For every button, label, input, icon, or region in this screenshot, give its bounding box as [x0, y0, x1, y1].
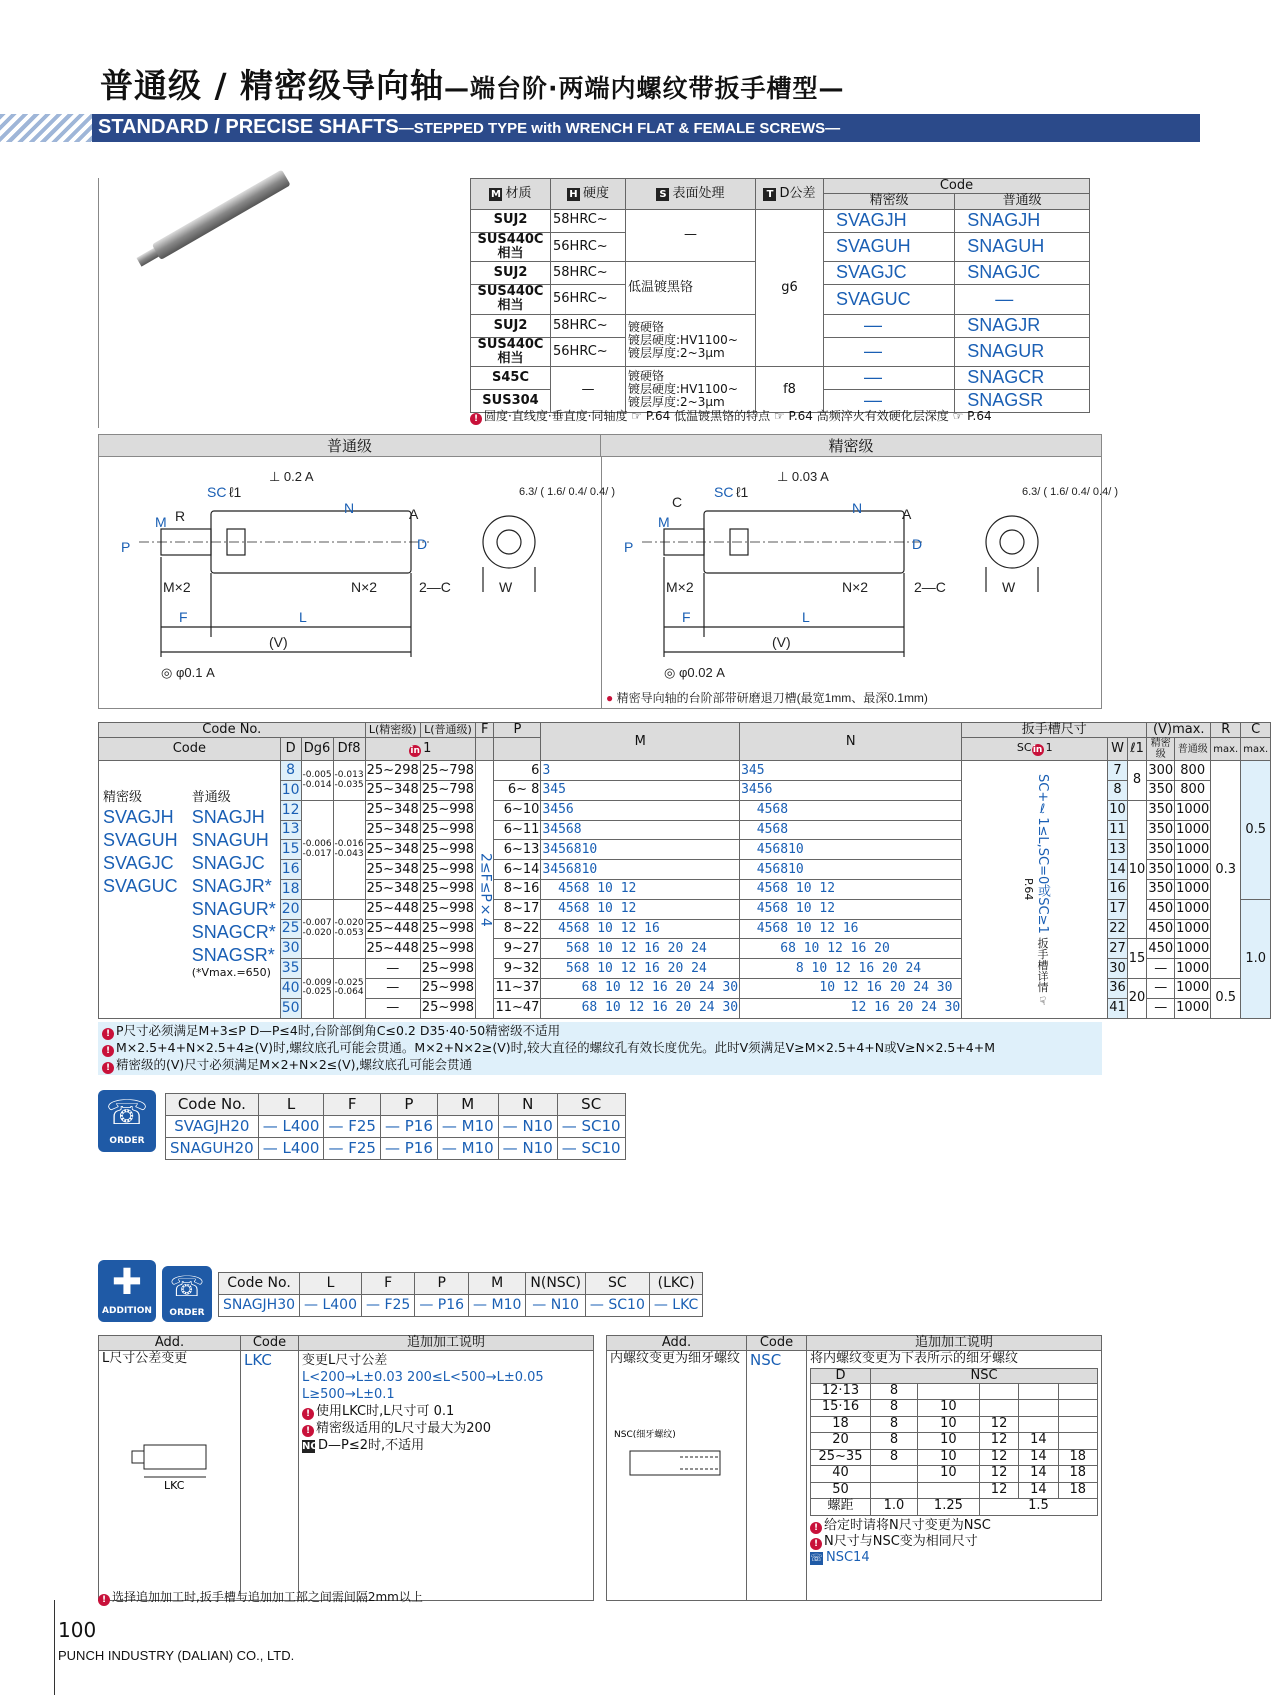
- cell-df8: -0.025 -0.064: [333, 959, 365, 1018]
- dimension-table: Code No. L(精密级) L(普通级) F P M N 扳手槽尺寸 (V)max. R C Code D Dg6 Df8 in 1 SCin 1 W ℓ1 精密级 普通级 max. max. 精密级 SVAGJH SVAGUH SVAGJC SVAGUC 普通级 SNAGJH SNAGUH SNAGJC SNAGJR* SNAGUR* SNAGCR* SNAGSR* (*Vmax.=650) 8 -0.005 -0.014 -0.013 -0.035 25~298 25~798 2≤F≤P×4 6 3 345 SC+ℓ1≤L,SC=0或SC≥1 扳手槽详情 ☞ P.64 7 8 300 800 0.3 0.5 10 25~348 25~798 6~ 8 345 3456 8 350 800 12 -0.006 -0.017 -0.016 -0.043 25~348 25~998 6~10 3456 4568 10 10 350 1000 13 25~348 25~998 6~11 34568 4568 11 350 1000 15 25~348 25~998 6~13 3456810 456810 13 350 1000 16 25~348 25~998 6~14 3456810 456810 14 350 1000 18 25~348 25~998 8~16 4568 10 12 4568 10 12 16 350 1000 20 -0.007 -0.020 -0.020 -0.053 25~448 25~998 8~17 4568 10 12 4568 10 12 17 450 1000 1.0 25 25~448 25~998 8~22 4568 10 12 16 4568 10 12 16 22 450 1000 30 25~448 25~998 9~27 568 10 12 16 20 24 68 10 12 16 20 27 15 450 1000 35 -0.009 -0.025 -0.025 -0.064 — 25~998 9~32 568 10 12 16 20 24 8 10 12 16 20 24 30 — 1000 40 — 25~998 11~37 68 10 12 16 20 24 30 10 12 16 20 24 30 36 20 — 1000 0.5 50 — 25~998 11~47 68 10 12 16 20 24 30 12 16 20 24 30 41 — 1000: [98, 722, 1271, 1019]
- svg-text:ℓ1: ℓ1: [736, 484, 749, 500]
- addition-cell[interactable]: SNAGJH30: [219, 1295, 300, 1317]
- drawing-area: [98, 434, 1118, 709]
- cell-p: 9~27: [494, 939, 541, 959]
- cell-l-precise: 25~448: [365, 919, 420, 939]
- order-icon-2: ☏ ORDER: [162, 1266, 212, 1322]
- cell-l-precise: 25~298: [365, 761, 420, 781]
- code-item[interactable]: SNAGJR*: [191, 875, 272, 896]
- addition-header: F: [362, 1273, 415, 1295]
- lkc-table: Add. Code 追加加工说明 L尺寸公差变更 LKC LKC 变更L尺寸公差 L<200→L±0.03 200≤L<500→L±0.05 L≥500→L±0.1 ! 使用LKC时,L尺寸可 0.1 ! 精密级适用的L尺寸最大为200 NOD—P≤2时,不适用: [98, 1335, 594, 1601]
- addition-header: N(NSC): [526, 1273, 586, 1295]
- cell-p: 11~47: [494, 998, 541, 1018]
- cell-v-standard: 1000: [1175, 899, 1211, 919]
- cell-n: 3456: [740, 781, 962, 801]
- cell-dg6: -0.009 -0.025: [301, 959, 333, 1018]
- cell-v-precise: 350: [1147, 840, 1175, 860]
- order-example-table: [165, 1093, 626, 1160]
- cell-v-precise: 350: [1147, 880, 1175, 900]
- cell-n: 456810: [740, 860, 962, 880]
- order-header: SC: [557, 1094, 625, 1116]
- cell-p: 8~16: [494, 880, 541, 900]
- addition-header: L: [300, 1273, 362, 1295]
- cell-w: 17: [1108, 899, 1128, 919]
- order-cell[interactable]: SNAGUH20: [166, 1138, 259, 1160]
- addition-header: SC: [585, 1273, 649, 1295]
- cell-v-standard: 1000: [1175, 860, 1211, 880]
- code-item[interactable]: SNAGCR*: [191, 921, 276, 942]
- svg-text:L: L: [802, 609, 810, 625]
- cell-n: 12 16 20 24 30: [740, 998, 962, 1018]
- sc-range: SC+ℓ1≤L,SC=0或SC≥1 扳手槽详情 ☞ P.64: [962, 761, 1108, 1018]
- cell-dg6: -0.005 -0.014: [301, 761, 333, 801]
- cell-p: 6: [494, 761, 541, 781]
- cell-d: 25: [280, 919, 301, 939]
- cell-p: 6~10: [494, 800, 541, 820]
- f-range: 2≤F≤P×4: [476, 761, 494, 1018]
- cell-p: 6~13: [494, 840, 541, 860]
- cell-n: 4568: [740, 820, 962, 840]
- cell-w: 41: [1108, 998, 1128, 1018]
- cell-d: 30: [280, 939, 301, 959]
- svg-text:N: N: [852, 500, 863, 516]
- nsc-pitch-row: 螺距 1.0 1.25 1.5: [811, 1499, 1098, 1516]
- order-cell[interactable]: — N10: [498, 1116, 557, 1138]
- cell-l-standard: 25~998: [420, 800, 475, 820]
- cell-d: 12: [280, 800, 301, 820]
- shaft-illustration: [111, 178, 311, 268]
- addition-example-table: [218, 1272, 703, 1317]
- code-item[interactable]: SNAGUR*: [191, 898, 276, 919]
- cell-d: 40: [280, 979, 301, 999]
- nsc-row: 25~35 8 10 12 14 18: [811, 1449, 1098, 1466]
- cell-l-precise: —: [365, 998, 420, 1018]
- cell-v-standard: 1000: [1175, 959, 1211, 979]
- cell-dg6: -0.006 -0.017: [301, 800, 333, 899]
- order-cell[interactable]: — N10: [498, 1138, 557, 1160]
- order-cell[interactable]: — F25: [324, 1116, 380, 1138]
- addition-header: Code No.: [219, 1273, 300, 1295]
- order-header: N: [498, 1094, 557, 1116]
- code-item[interactable]: SVAGUC: [103, 875, 178, 896]
- cell-v-precise: 450: [1147, 899, 1175, 919]
- cell-l-standard: 25~998: [420, 939, 475, 959]
- cell-p: 6~11: [494, 820, 541, 840]
- svg-text:6.3/ ( 1.6/ 0.4/ 0.4/ ): 6.3/ ( 1.6/ 0.4/ 0.4/ ): [1022, 486, 1118, 498]
- cell-d: 16: [280, 860, 301, 880]
- addition-footer-note: ! 选择追加加工时,扳手槽与追加加工部之间需间隔2mm以上: [98, 1588, 423, 1606]
- cell-d: 18: [280, 880, 301, 900]
- order-cell[interactable]: — P16: [380, 1116, 437, 1138]
- cell-v-precise: 350: [1147, 800, 1175, 820]
- cell-w: 7: [1108, 761, 1128, 781]
- svg-text:(V): (V): [772, 634, 791, 650]
- svg-text:(V): (V): [269, 634, 288, 650]
- cell-w: 8: [1108, 781, 1128, 801]
- cell-l-standard: 25~998: [420, 840, 475, 860]
- cell-n: 10 12 16 20 24 30: [740, 979, 962, 999]
- cell-v-standard: 1000: [1175, 939, 1211, 959]
- svg-text:L: L: [299, 609, 307, 625]
- order-header: P: [380, 1094, 437, 1116]
- cell-l-standard: 25~998: [420, 899, 475, 919]
- cell-m: 68 10 12 16 20 24 30: [541, 979, 740, 999]
- svg-text:M: M: [155, 514, 167, 530]
- cell-l-standard: 25~998: [420, 919, 475, 939]
- cell-d: 8: [280, 761, 301, 781]
- code-item[interactable]: SNAGUH: [191, 829, 269, 850]
- lkc-figure: [102, 1437, 222, 1507]
- cell-p: 8~17: [494, 899, 541, 919]
- svg-text:C: C: [672, 494, 683, 510]
- cell-v-standard: 1000: [1175, 998, 1211, 1018]
- cell-c: 0.5: [1241, 761, 1271, 900]
- cell-m: 3: [541, 761, 740, 781]
- nsc-row: 40 10 12 14 18: [811, 1466, 1098, 1483]
- addition-header: P: [415, 1273, 469, 1295]
- cell-l-standard: 25~998: [420, 979, 475, 999]
- cell-m: 68 10 12 16 20 24 30: [541, 998, 740, 1018]
- company-name: PUNCH INDUSTRY (DALIAN) CO., LTD.: [58, 1648, 295, 1663]
- cell-m: 3456810: [541, 840, 740, 860]
- order-cell[interactable]: — SC10: [557, 1116, 625, 1138]
- cell-df8: -0.020 -0.053: [333, 899, 365, 958]
- svg-text:F: F: [682, 609, 691, 625]
- addition-cell[interactable]: — L400: [300, 1295, 362, 1317]
- addition-cell[interactable]: — F25: [362, 1295, 415, 1317]
- svg-text:M×2: M×2: [163, 579, 191, 595]
- spec-table: M 材质 H 硬度 S 表面处理 T D公差 Code 精密级 普通级 SUJ2 58HRC~ — g6 SVAGJH SNAGJH SUS440C相当 56HRC~ SVAGUH SNAGUH SUJ2 58HRC~ 低温镀黑铬 SVAGJC SNAGJC SUS440C相当 56HRC~ SVAGUC — SUJ2 58HRC~ 镀硬铬 镀层硬度:HV1100~ 镀层厚度:2~3μm — SNAGJR SUS440C相当 56HRC~ — SNAGUR S45C — 镀硬铬 镀层硬度:HV1100~ 镀层厚度:2~3μm f8 — SNAGCR SUS304 — SNAGSR: [470, 178, 1090, 413]
- code-item[interactable]: SNAGJH: [191, 806, 265, 827]
- svg-text:NSC(细牙螺纹): NSC(细牙螺纹): [614, 1429, 676, 1440]
- svg-text:D: D: [417, 536, 428, 552]
- cell-n: 68 10 12 16 20: [740, 939, 962, 959]
- precise-drawing-title: 精密级: [601, 435, 1101, 457]
- svg-text:P: P: [624, 539, 634, 555]
- cell-n: 456810: [740, 840, 962, 860]
- cell-p: 9~32: [494, 959, 541, 979]
- cell-d: 13: [280, 820, 301, 840]
- cell-l-precise: —: [365, 959, 420, 979]
- cell-r: 0.3: [1211, 761, 1241, 979]
- svg-text:2—C: 2—C: [419, 579, 451, 595]
- order-cell[interactable]: SVAGJH20: [166, 1116, 259, 1138]
- cell-v-precise: 350: [1147, 860, 1175, 880]
- cell-l-precise: 25~348: [365, 840, 420, 860]
- cell-m: 34568: [541, 820, 740, 840]
- product-image-box: [98, 178, 468, 428]
- svg-text:LKC: LKC: [164, 1478, 185, 1492]
- spec-notes: ! 圆度·直线度·垂直度·同轴度 ☞ P.64 低温镀黑铬的特点 ☞ P.64 高频淬火有效硬化层深度 ☞ P.64: [470, 407, 992, 425]
- addition-cell[interactable]: — P16: [415, 1295, 469, 1317]
- svg-text:P: P: [121, 539, 131, 555]
- addition-cell[interactable]: — M10: [469, 1295, 526, 1317]
- cell-d: 10: [280, 781, 301, 801]
- addition-cell[interactable]: — LKC: [649, 1295, 702, 1317]
- addition-header: (LKC): [649, 1273, 702, 1295]
- order-cell[interactable]: — L400: [258, 1116, 324, 1138]
- svg-text:A: A: [902, 506, 912, 522]
- nsc-row: 50 12 14 18: [811, 1482, 1098, 1499]
- order-cell[interactable]: — M10: [437, 1138, 498, 1160]
- cell-d: 35: [280, 959, 301, 979]
- cell-n: 4568 10 12: [740, 880, 962, 900]
- svg-text:M: M: [658, 514, 670, 530]
- cell-w: 10: [1108, 800, 1128, 820]
- cell-d: 50: [280, 998, 301, 1018]
- dimension-notes: ! P尺寸必须满足M+3≤P D—P≤4时,台阶部倒角C≤0.2 D35·40·50精密级不适用 ! M×2.5+4+N×2.5+4≥(V)时,螺纹底孔可能会贯通。M×2+N×2≥(V)时,较大直径的螺纹孔有效长度优先。此时V须满足V≥M×2.5+4+N或V≥N×2.5+4+M ! 精密级的(V)尺寸必须满足M×2+N×2≤(V),螺纹底孔可能会贯通: [98, 1022, 1102, 1075]
- cell-w: 27: [1108, 939, 1128, 959]
- nsc-figure: [610, 1427, 730, 1487]
- order-cell[interactable]: — P16: [380, 1138, 437, 1160]
- cell-p: 6~ 8: [494, 781, 541, 801]
- svg-text:W: W: [499, 579, 513, 595]
- cell-v-precise: —: [1147, 998, 1175, 1018]
- cell-v-standard: 1000: [1175, 820, 1211, 840]
- cell-df8: -0.013 -0.035: [333, 761, 365, 801]
- cell-m: 568 10 12 16 20 24: [541, 939, 740, 959]
- cell-v-precise: 450: [1147, 939, 1175, 959]
- cell-v-precise: —: [1147, 959, 1175, 979]
- cell-l1: 10: [1127, 800, 1147, 939]
- banner-stripes: [0, 114, 92, 142]
- cell-l-standard: 25~798: [420, 761, 475, 781]
- nsc-row: 12·13 8: [811, 1383, 1098, 1400]
- order-header: Code No.: [166, 1094, 259, 1116]
- code-item[interactable]: SVAGUH: [103, 829, 178, 850]
- cell-c: 1.0: [1241, 899, 1271, 1018]
- order-icon: ☏ ORDER: [98, 1090, 156, 1152]
- code-item[interactable]: SNAGSR*: [191, 944, 275, 965]
- page-title: 普通级 / 精密级导向轴—端台阶·两端内螺纹带扳手槽型—: [100, 66, 845, 105]
- cell-dg6: -0.007 -0.020: [301, 899, 333, 958]
- standard-drawing: [99, 457, 615, 707]
- cell-r: 0.5: [1211, 979, 1241, 1019]
- cell-p: 11~37: [494, 979, 541, 999]
- order-header: M: [437, 1094, 498, 1116]
- cell-l-standard: 25~998: [420, 959, 475, 979]
- cell-l-precise: 25~448: [365, 939, 420, 959]
- svg-text:⊥ 0.2 A: ⊥ 0.2 A: [269, 469, 314, 484]
- cell-l-standard: 25~798: [420, 781, 475, 801]
- cell-v-standard: 1000: [1175, 880, 1211, 900]
- svg-text:N: N: [344, 500, 355, 516]
- cell-l-precise: 25~348: [365, 880, 420, 900]
- cell-v-standard: 800: [1175, 781, 1211, 801]
- table-row: [99, 761, 1271, 781]
- svg-text:R: R: [175, 508, 186, 524]
- cell-d: 20: [280, 899, 301, 919]
- addition-icon: ✚ ADDITION: [98, 1260, 156, 1322]
- standard-drawing-title: 普通级: [99, 435, 601, 457]
- cell-df8: -0.016 -0.043: [333, 800, 365, 899]
- svg-text:6.3/ ( 1.6/ 0.4/ 0.4/ ): 6.3/ ( 1.6/ 0.4/ 0.4/ ): [519, 486, 615, 498]
- order-header: F: [324, 1094, 380, 1116]
- svg-text:W: W: [1002, 579, 1016, 595]
- cell-m: 3456: [541, 800, 740, 820]
- svg-text:ℓ1: ℓ1: [229, 484, 242, 500]
- cell-l-precise: 25~448: [365, 899, 420, 919]
- cell-l-precise: 25~348: [365, 800, 420, 820]
- cell-l-standard: 25~998: [420, 880, 475, 900]
- cell-l-precise: —: [365, 979, 420, 999]
- code-precise[interactable]: SVAGJH: [824, 209, 955, 232]
- cell-m: 4568 10 12 16: [541, 919, 740, 939]
- svg-text:SC: SC: [714, 484, 734, 500]
- cell-n: 8 10 12 16 20 24: [740, 959, 962, 979]
- title-banner: [0, 114, 1200, 142]
- english-title: STANDARD / PRECISE SHAFTS: [98, 116, 399, 138]
- cell-p: 6~14: [494, 860, 541, 880]
- cell-n: 4568 10 12: [740, 899, 962, 919]
- svg-text:M×2: M×2: [666, 579, 694, 595]
- cell-m: 345: [541, 781, 740, 801]
- cell-l-precise: 25~348: [365, 781, 420, 801]
- cell-n: 345: [740, 761, 962, 781]
- cell-v-precise: 350: [1147, 820, 1175, 840]
- cell-w: 30: [1108, 959, 1128, 979]
- svg-text:N×2: N×2: [351, 579, 378, 595]
- nsc-size-table: D NSC 12·13 8 15·16 8 10 18 8 10 12 20 8 10 12 14 25~35 8 10 12 14 18 40 10 12 14 18 50 12 14 18 螺距 1.0 1.25 1.5: [810, 1368, 1098, 1516]
- nsc-row: 18 8 10 12: [811, 1416, 1098, 1433]
- cell-v-standard: 1000: [1175, 979, 1211, 999]
- cell-w: 16: [1108, 880, 1128, 900]
- order-cell[interactable]: — L400: [258, 1138, 324, 1160]
- order-cell[interactable]: — F25: [324, 1138, 380, 1160]
- cell-l-standard: 25~998: [420, 860, 475, 880]
- order-cell[interactable]: — SC10: [557, 1138, 625, 1160]
- order-cell[interactable]: — M10: [437, 1116, 498, 1138]
- footer-divider: [54, 1600, 55, 1695]
- nsc-row: 15·16 8 10: [811, 1400, 1098, 1417]
- nsc-row: 20 8 10 12 14: [811, 1433, 1098, 1450]
- svg-text:F: F: [179, 609, 188, 625]
- code-list: 精密级 SVAGJH SVAGUH SVAGJC SVAGUC 普通级 SNAGJH SNAGUH SNAGJC SNAGJR* SNAGUR* SNAGCR* SNAGSR* (*Vmax.=650): [99, 761, 281, 1018]
- addition-header: M: [469, 1273, 526, 1295]
- cell-w: 14: [1108, 860, 1128, 880]
- cell-w: 11: [1108, 820, 1128, 840]
- cell-v-precise: 350: [1147, 781, 1175, 801]
- cell-n: 4568: [740, 800, 962, 820]
- nsc-table: Add. Code 追加加工说明 内螺纹变更为细牙螺纹 NSC(细牙螺纹) NSC 将内螺纹变更为下表所示的细牙螺纹 D NSC 12·13 8 15·16 8 10 18 8 10 12 20 8 10 12 14 25~35 8 10 12 14 18 40 10 12 14 18 50 12 14 18 螺距 1.0 1.25 1.5 ! 给定时请将N尺寸变更为NSC ! N尺寸与NSC变为相同尺寸 ☏ NSC14: [606, 1335, 1102, 1601]
- cell-l-standard: 25~998: [420, 998, 475, 1018]
- svg-text:N×2: N×2: [842, 579, 869, 595]
- cell-w: 22: [1108, 919, 1128, 939]
- cell-l-standard: 25~998: [420, 820, 475, 840]
- svg-text:2—C: 2—C: [914, 579, 946, 595]
- cell-l-precise: 25~348: [365, 860, 420, 880]
- cell-l1: 20: [1127, 979, 1147, 1019]
- cell-m: 4568 10 12: [541, 899, 740, 919]
- code-item[interactable]: SVAGJH: [103, 806, 174, 827]
- code-item[interactable]: SNAGJC: [191, 852, 265, 873]
- cell-p: 8~22: [494, 919, 541, 939]
- addition-cell[interactable]: — SC10: [585, 1295, 649, 1317]
- english-subtitle: —STEPPED TYPE with WRENCH FLAT & FEMALE SCREWS—: [398, 120, 841, 137]
- cell-l-precise: 25~348: [365, 820, 420, 840]
- cell-v-precise: 450: [1147, 919, 1175, 939]
- cell-v-standard: 1000: [1175, 840, 1211, 860]
- cell-v-precise: 300: [1147, 761, 1175, 781]
- svg-text:D: D: [912, 536, 923, 552]
- cell-l1: 8: [1127, 761, 1147, 801]
- cell-d: 15: [280, 840, 301, 860]
- cell-v-standard: 800: [1175, 761, 1211, 781]
- order-header: L: [258, 1094, 324, 1116]
- precise-drawing: [602, 457, 1118, 707]
- cell-w: 36: [1108, 979, 1128, 999]
- cell-m: 568 10 12 16 20 24: [541, 959, 740, 979]
- cell-v-precise: —: [1147, 979, 1175, 999]
- std-sc-label: SC: [207, 484, 227, 500]
- cell-w: 13: [1108, 840, 1128, 860]
- cell-v-standard: 1000: [1175, 919, 1211, 939]
- cell-n: 4568 10 12 16: [740, 919, 962, 939]
- cell-m: 3456810: [541, 860, 740, 880]
- svg-text:⊥ 0.03 A: ⊥ 0.03 A: [777, 469, 829, 484]
- cell-v-standard: 1000: [1175, 800, 1211, 820]
- cell-l1: 15: [1127, 939, 1147, 979]
- page-number: 100: [58, 1618, 97, 1642]
- addition-cell[interactable]: — N10: [526, 1295, 586, 1317]
- svg-text:◎ φ0.1 A: ◎ φ0.1 A: [161, 665, 215, 680]
- svg-text:● 精密导向轴的台阶部带研磨退刀槽(最宽1mm、最深0.1m: ● 精密导向轴的台阶部带研磨退刀槽(最宽1mm、最深0.1mm): [606, 691, 928, 705]
- code-standard[interactable]: SNAGJH: [955, 209, 1090, 232]
- code-item[interactable]: SVAGJC: [103, 852, 174, 873]
- svg-text:A: A: [409, 506, 419, 522]
- svg-text:◎ φ0.02 A: ◎ φ0.02 A: [664, 665, 725, 680]
- cell-m: 4568 10 12: [541, 880, 740, 900]
